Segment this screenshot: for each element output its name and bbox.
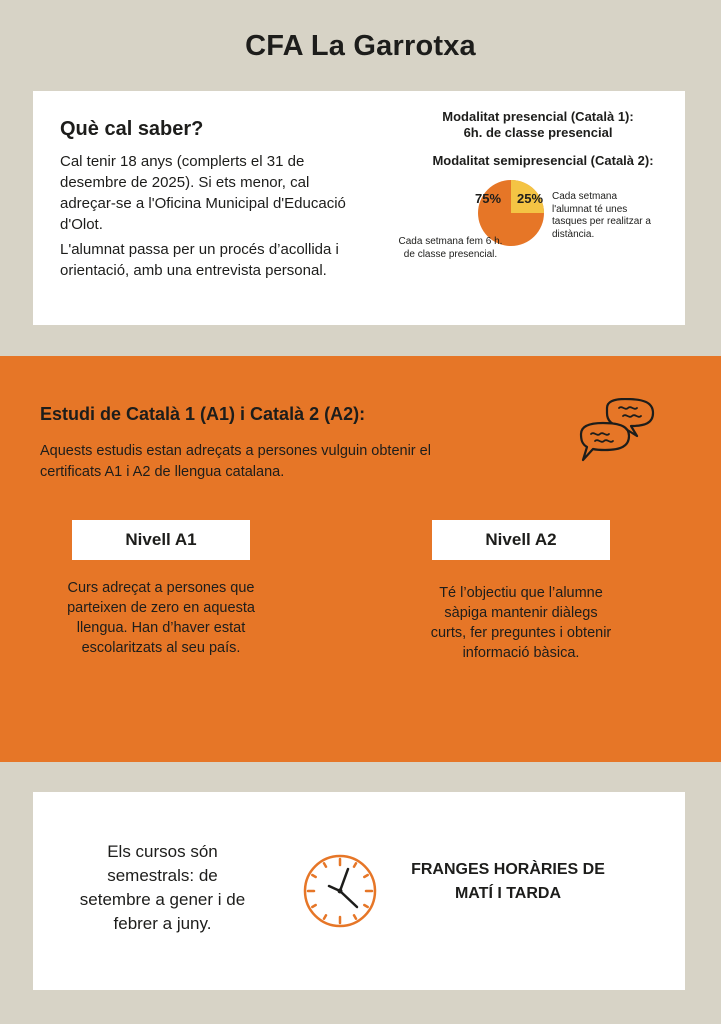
- studies-section: [0, 356, 721, 762]
- semipresencial-modality-title: Modalitat semipresencial (Català 2):: [432, 153, 654, 168]
- course-period-text: Els cursos són semestrals: de setembre a gener i de febrer a juny.: [79, 842, 246, 933]
- timetable-text: FRANGES HORÀRIES DE MATÍ I TARDA: [411, 861, 605, 902]
- level-a2-title: Nivell A2: [432, 520, 610, 560]
- clock-icon: [301, 852, 379, 930]
- studies-heading: Estudi de Català 1 (A1) i Català 2 (A2):: [40, 404, 366, 424]
- chat-bubbles-icon: [575, 398, 659, 468]
- schedule-card: [33, 792, 685, 990]
- presencial-modality-hours: 6h. de classe presencial: [463, 125, 613, 140]
- presencial-modality: [383, 109, 693, 141]
- info-heading: Què cal saber?: [60, 118, 204, 140]
- level-a2-description: Té l’objectiu que l’alumne sàpiga mantenir diàlegs curts, fer preguntes i obtenir informació bàsica.: [430, 585, 612, 661]
- studies-intro: Aquests estudis estan adreçats a persones vulguin obtenir el certificats A1 i A2 de llengua catalana.: [40, 443, 431, 480]
- age-requirement-text: Cal tenir 18 anys (complerts el 31 de desembre de 2025). Si ets menor, cal adreçar-se a l'Oficina Municipal d'Educació d'Olot.: [60, 153, 346, 233]
- presencial-modality-title: Modalitat presencial (Català 1):: [442, 109, 634, 124]
- level-a1-description: Curs adreçat a persones que parteixen de zero en aquesta llengua. Han d’haver estat escolaritzats al seu país.: [67, 580, 255, 656]
- presencial-note: Cada setmana fem 6 h. de classe presencial.: [398, 236, 503, 260]
- info-card: [33, 91, 685, 325]
- level-a1-title: Nivell A1: [72, 520, 250, 560]
- orientation-text: L'alumnat passa per un procés d’acollida i orientació, amb una entrevista personal.: [60, 241, 339, 279]
- distance-note: Cada setmana l'alumnat té unes tasques per realitzar a distància.: [552, 191, 651, 240]
- pie-label-75: 75%: [475, 191, 502, 206]
- pie-label-25: 25%: [517, 191, 544, 206]
- page-title: CFA La Garrotxa: [245, 30, 476, 62]
